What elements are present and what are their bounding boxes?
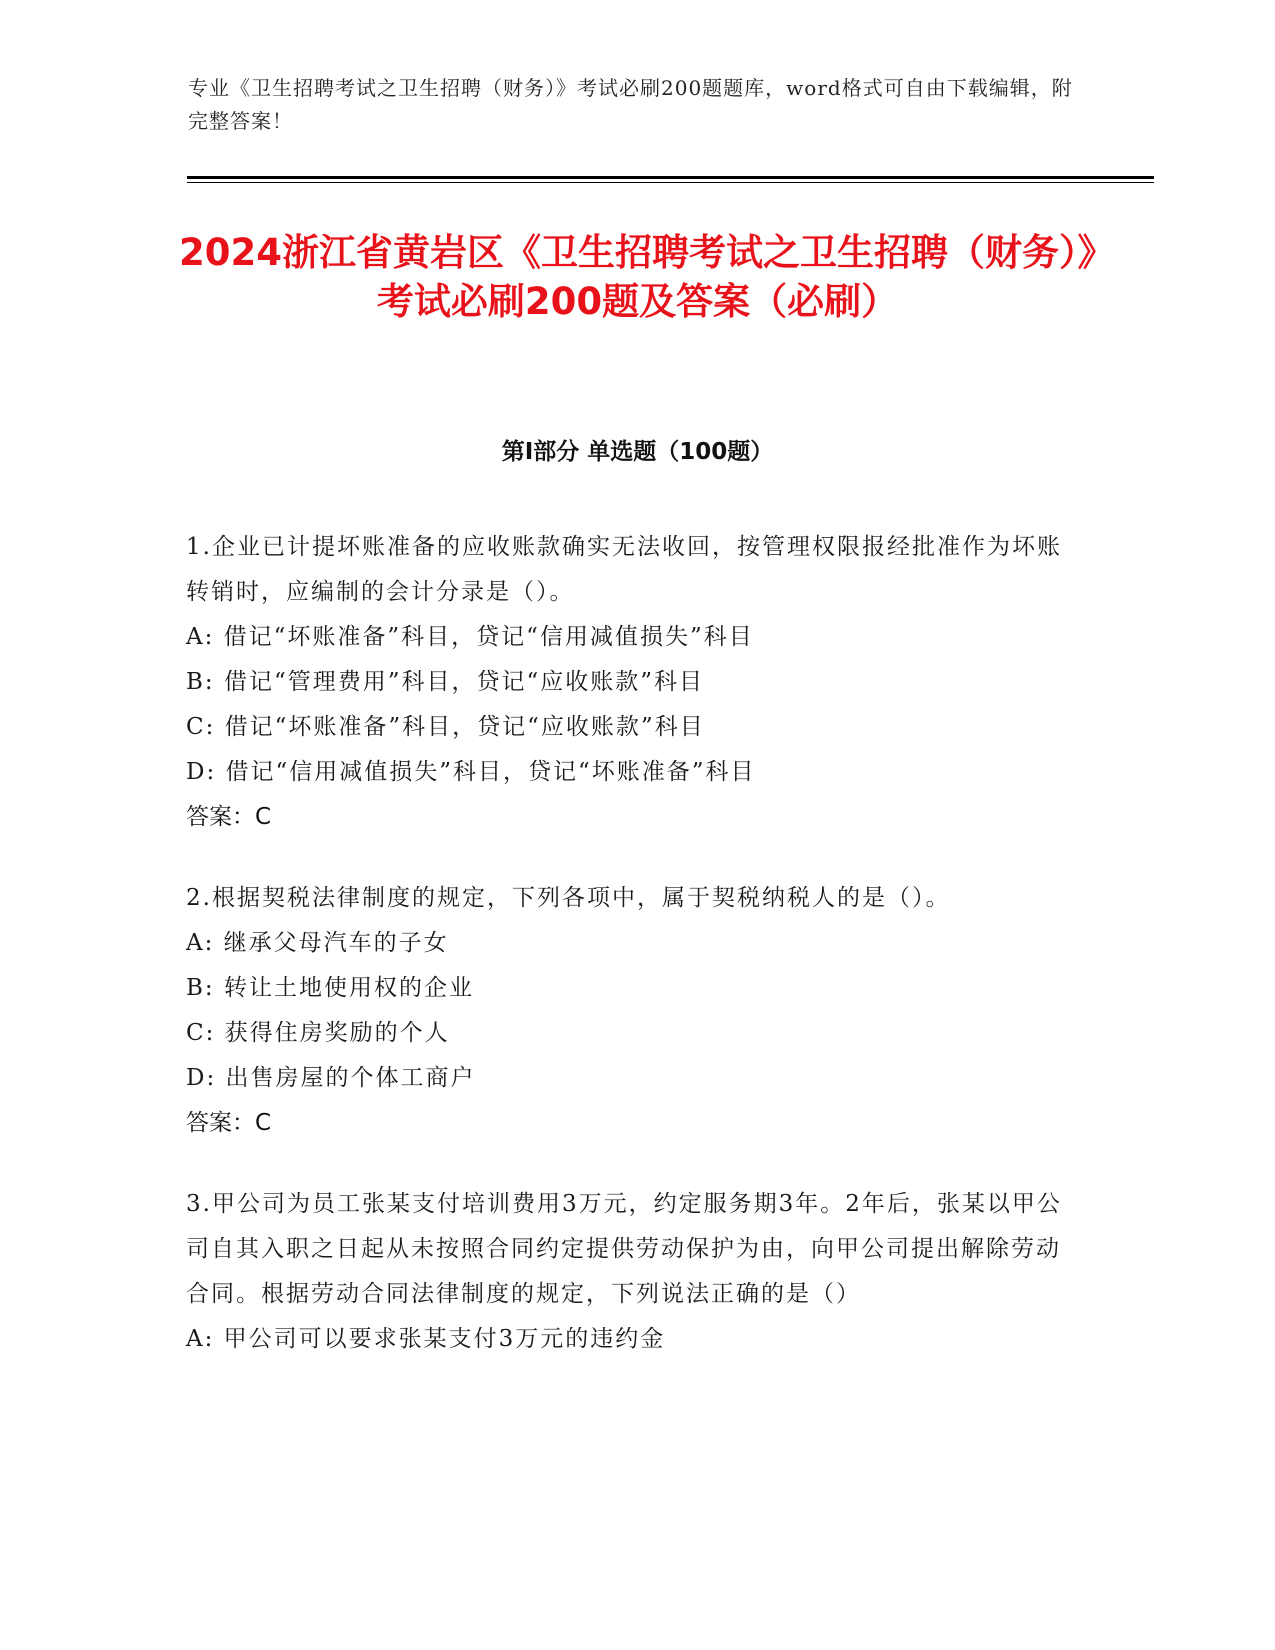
section-heading: 第Ⅰ部分 单选题（100题）	[501, 439, 774, 465]
question-text: 3.甲公司为员工张某支付培训费用3万元，约定服务期3年。2年后，张某以甲公司自其入职之日起从未按照合同约定提供劳动保护为由，向甲公司提出解除劳动合同。根据劳动合同法律制度的规定，下列说法正确的是（）	[186, 1191, 1062, 1307]
option-a: A: 继承父母汽车的子女	[186, 930, 449, 956]
option-a: A: 借记“坏账准备”科目，贷记“信用减值损失”科目	[186, 624, 754, 650]
question-3	[186, 1182, 1066, 1362]
answer: 答案：C	[186, 1110, 272, 1136]
question-list	[186, 525, 1066, 1398]
question-2	[186, 876, 1066, 1146]
option-c: C: 获得住房奖励的个人	[186, 1020, 450, 1046]
header-rule-thick	[187, 176, 1154, 179]
option-b: B: 转让土地使用权的企业	[186, 975, 474, 1001]
option-d: D: 借记“信用减值损失”科目，贷记“坏账准备”科目	[186, 759, 756, 785]
question-1	[186, 525, 1066, 840]
document-title: 2024浙江省黄岩区《卫生招聘考试之卫生招聘（财务）》考试必刷200题及答案（必刷）	[179, 231, 1096, 323]
question-text: 1.企业已计提坏账准备的应收账款确实无法收回，按管理权限报经批准作为坏账转销时，应编制的会计分录是（）。	[186, 534, 1062, 605]
answer: 答案：C	[186, 804, 272, 830]
option-a: A: 甲公司可以要求张某支付3万元的违约金	[186, 1326, 666, 1352]
header-rule-thin	[187, 182, 1154, 183]
option-d: D: 出售房屋的个体工商户	[186, 1065, 476, 1091]
question-text: 2.根据契税法律制度的规定，下列各项中，属于契税纳税人的是（）。	[186, 885, 951, 911]
header-note: 专业《卫生招聘考试之卫生招聘（财务）》考试必刷200题题库，word格式可自由下载编辑，附完整答案！	[188, 76, 1073, 133]
option-c: C: 借记“坏账准备”科目，贷记“应收账款”科目	[186, 714, 705, 740]
option-b: B: 借记“管理费用”科目，贷记“应收账款”科目	[186, 669, 704, 695]
